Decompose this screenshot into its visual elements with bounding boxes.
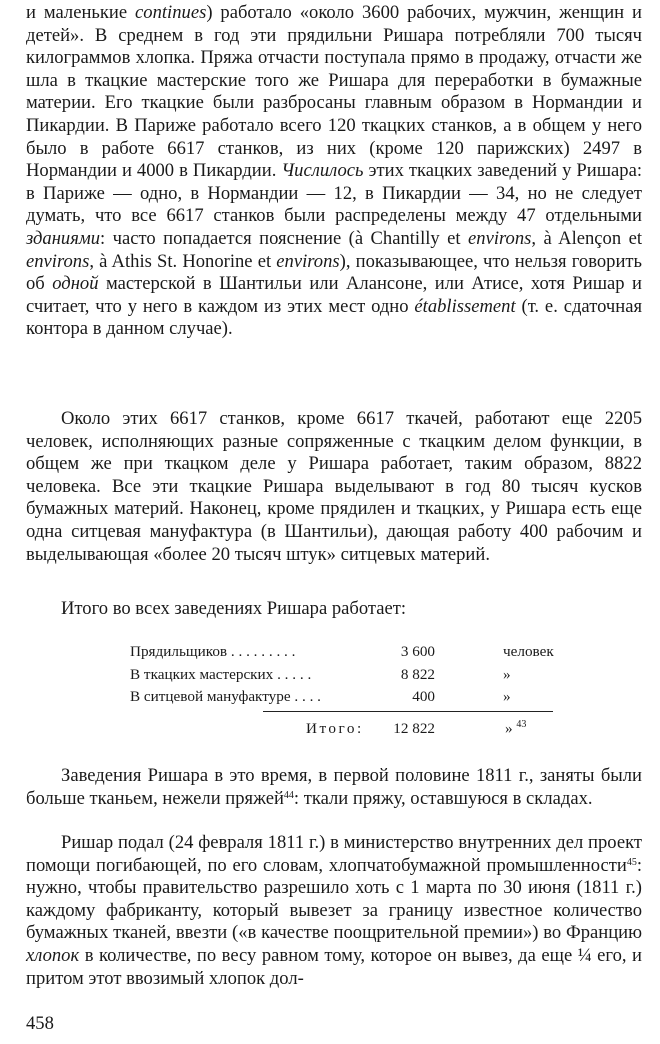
footnote-ref: 44 xyxy=(283,789,294,801)
row-label: Прядильщиков . . . . . . . . . xyxy=(130,643,296,660)
table-row xyxy=(130,641,590,664)
table-intro: Итого во всех заведениях Ришара работает: xyxy=(61,598,407,619)
paragraph-5: Ришар подал (24 февраля 1811 г.) в министерство внутренних дел проект помощи погибающей, по его словам, хлопчатобумажной промышленности$^{45}$: нужно, чтобы правительство разрешило хоть с 1 марта по 30 июня (1811 г.) каждому фабриканту, который вывезет за границу известное количество бумажных тканей, ввезти («в качестве поощрительной премии») во Францию хлопок в количестве, по весу равном тому, которое он вывез, да еще ¼ его, и притом этот ввозимый хлопок дол- xyxy=(26,832,642,989)
table-row xyxy=(130,686,590,709)
paragraph-4: Заведения Ришара в это время, в первой половине 1811 г., заняты были больше тканьем, нежели пряжей$^{44}$: ткали пряжу, оставшуюся в складах. xyxy=(26,765,642,809)
table-divider xyxy=(263,711,553,712)
total-label: Итого: xyxy=(306,720,364,737)
page-number: 458 xyxy=(26,1013,54,1034)
row-unit: человек xyxy=(503,643,554,660)
row-value: 3 600 xyxy=(400,643,435,660)
table-row xyxy=(130,664,590,687)
total-unit: » $^{43}$ xyxy=(505,719,527,737)
row-unit: » xyxy=(503,688,511,705)
paragraph-2: Около этих 6617 станков, кроме 6617 ткачей, работают еще 2205 человек, исполняющих разные сопряженные с ткацким делом функции, в общем же при ткацком деле у Ришара работает, таким образом, 8822 человека. Все эти ткацкие Ришара выделывают в год 80 тысяч кусков бумажных материй. Наконец, кроме прядилен и ткацких, у Ришара есть еще одна ситцевая мануфактура (в Шантильи), дающая работу 400 рабочим и выделывающая «более 20 тысяч штук» ситцевых материй. xyxy=(26,408,642,565)
footnote-ref: 45 xyxy=(626,856,637,868)
row-label: В ситцевой мануфактуре . . . . xyxy=(130,688,321,705)
footnote-ref: 43 xyxy=(516,719,527,730)
row-unit: » xyxy=(503,665,511,683)
row-label: В ткацких мастерских . . . . . xyxy=(130,665,312,683)
row-value: 400 xyxy=(412,688,435,705)
row-value: 8 822 xyxy=(400,665,435,683)
total-value: 12 822 xyxy=(393,720,435,737)
paragraph-1: и маленькие continues) работало «около 3600 рабочих, мужчин, женщин и детей». В среднем в год эти прядильни Ришара потребляли 700 тысяч килограммов хлопка. Пряжа отчасти поступала прямо в продажу, отчасти же шла в ткацкие мастерские того же Ришара для переработки в бумажные материи. Его ткацкие были разбросаны главным образом в Нормандии и Пикардии. В Париже работало всего 120 ткацких станков, а в общем у него было в работе 6617 станков, из них (кроме 120 парижских) 2497 в Нормандии и 4000 в Пикардии. Числилось этих ткацких заведений у Ришара: в Париже — одно, в Нормандии — 12, в Пикардии — 34, но не следует думать, что все 6617 станков были распределены между 47 отдельными зданиями: часто попадается пояснение (à Chantilly et environs, à Alençon et environs, à Athis St. Honorine et environs), показывающее, что нельзя говорить об одной мастерской в Шантильи или Алансоне, или Атисе, хотя Ришар и считает, что у него в каждом из этих мест одно établissement (т. е. сдаточная контора в данном случае). xyxy=(26,2,643,340)
table-total-row xyxy=(130,720,590,744)
workers-table xyxy=(130,641,590,709)
